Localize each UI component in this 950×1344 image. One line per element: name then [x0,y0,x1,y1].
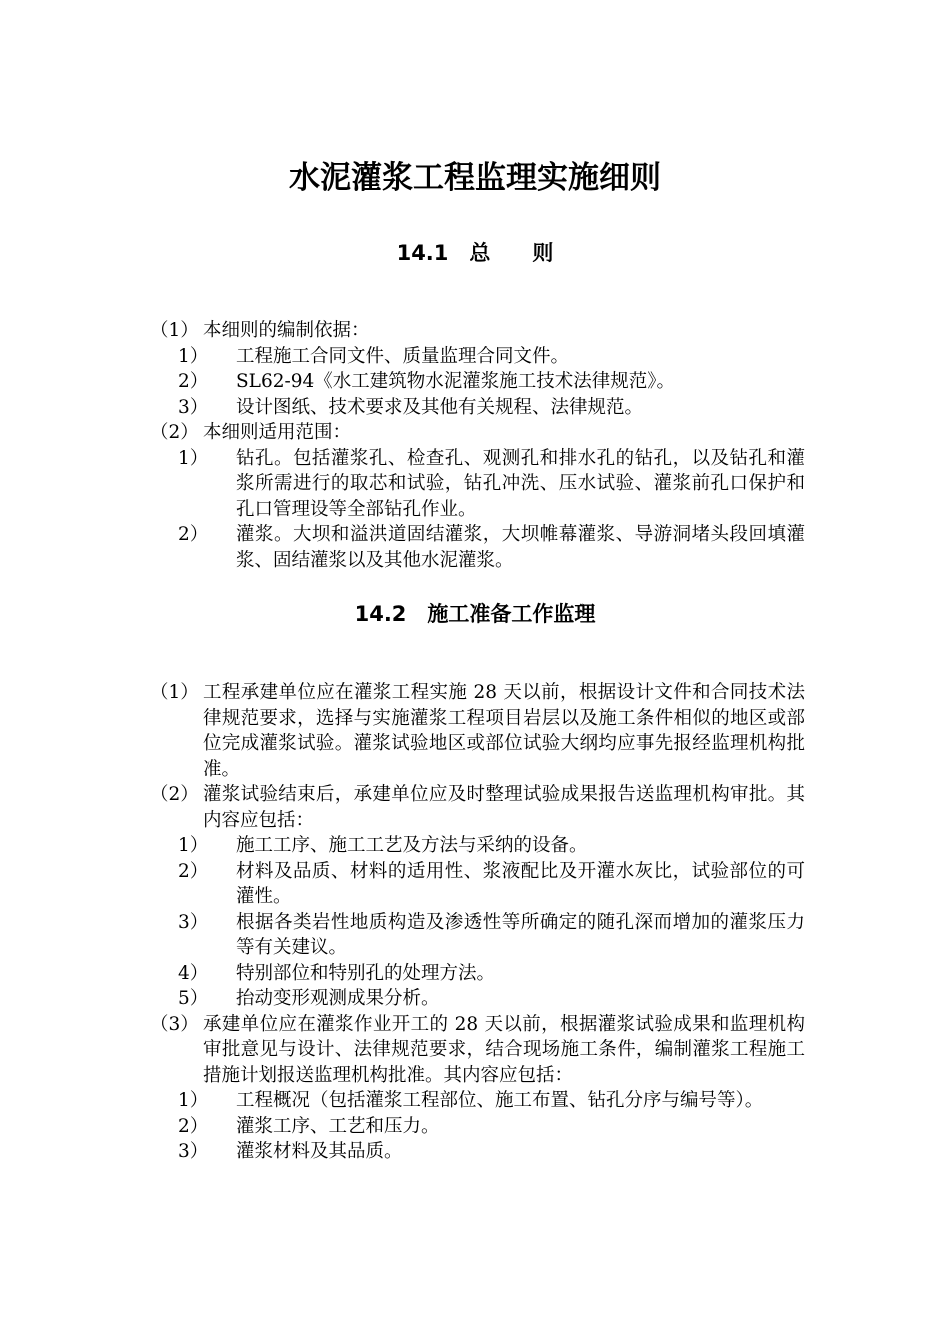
list-item [150,961,805,987]
item-text: 根据各类岩性地质构造及渗透性等所确定的随孔深而增加的灌浆压力等有关建议。 [236,911,805,958]
item-text: 灌浆材料及其品质。 [236,1141,403,1162]
list-item [150,1139,805,1165]
list-item [150,859,805,910]
list-item [150,522,805,573]
list-item [150,420,805,446]
item-number: （2） [150,422,199,443]
list-item [150,1114,805,1140]
item-text: 灌浆试验结束后，承建单位应及时整理试验成果报告送监理机构审批。其内容应包括： [203,784,805,831]
item-number: 4） [178,962,209,984]
list-item [150,446,805,523]
item-text: 灌浆工序、工艺和压力。 [236,1115,440,1137]
item-text: 本细则的编制依据： [203,320,370,341]
section-heading-14-2: 14.2 施工准备工作监理 [354,602,596,626]
item-number: （1） [150,320,199,341]
item-text: 本细则适用范围： [203,422,352,443]
item-number: 3） [178,396,209,418]
list-item [150,910,805,961]
item-number: 2） [178,371,209,392]
item-number: 1） [178,345,209,367]
list-item [150,782,805,833]
item-text: 施工工序、施工工艺及方法与采纳的设备。 [236,835,588,856]
list-item [150,369,805,395]
item-number: 3） [178,1141,209,1162]
list-item [150,1012,805,1089]
item-number: （3） [150,1013,199,1035]
item-number: （2） [150,784,199,805]
list-item [150,395,805,421]
item-number: 2） [178,1115,209,1137]
list-item [150,344,805,370]
item-number: 1） [178,835,209,856]
item-text: 抬动变形观测成果分析。 [236,988,440,1009]
item-text: 设计图纸、技术要求及其他有关规程、法律规范。 [236,396,644,418]
document-title: 水泥灌浆工程监理实施细则 [289,160,661,196]
list-item [150,318,805,344]
section-body-14-1 [150,318,805,573]
item-number: 5） [178,988,209,1009]
list-item [150,1088,805,1114]
item-text: 灌浆。大坝和溢洪道固结灌浆，大坝帷幕灌浆、导游洞堵头段回填灌浆、固结灌浆以及其他水泥灌浆。 [236,524,805,571]
list-item [150,833,805,859]
list-item [150,986,805,1012]
item-text: 钻孔。包括灌浆孔、检查孔、观测孔和排水孔的钻孔，以及钻孔和灌浆所需进行的取芯和试验，钻孔冲洗、压水试验、灌浆前孔口保护和孔口管理设等全部钻孔作业。 [236,447,805,520]
item-number: （1） [150,682,199,703]
item-text: 特别部位和特别孔的处理方法。 [236,962,496,984]
item-number: 1） [178,447,209,469]
section-body-14-2 [150,680,805,1165]
item-number: 3） [178,911,209,933]
item-text: 承建单位应在灌浆作业开工的 28 天以前，根据灌浆试验成果和监理机构审批意见与设计、法律规范要求，结合现场施工条件，编制灌浆工程施工措施计划报送监理机构批准。其内容应包括： [203,1013,805,1086]
section-heading-14-1: 14.1 总 则 [396,241,554,265]
item-text: 工程承建单位应在灌浆工程实施 28 天以前，根据设计文件和合同技术法律规范要求，选择与实施灌浆工程项目岩层以及施工条件相似的地区或部位完成灌浆试验。灌浆试验地区或部位试验大纲均应事先报经监理机构批准。 [203,682,805,780]
item-number: 1） [178,1090,209,1111]
list-item [150,680,805,782]
item-number: 2） [178,524,209,545]
item-text: SL62-94《水工建筑物水泥灌浆施工技术法律规范》。 [236,371,676,392]
item-text: 工程施工合同文件、质量监理合同文件。 [236,345,570,367]
item-text: 材料及品质、材料的适用性、浆液配比及开灌水灰比，试验部位的可灌性。 [236,860,805,907]
item-number: 2） [178,860,209,882]
item-text: 工程概况（包括灌浆工程部位、施工布置、钻孔分序与编号等）。 [236,1090,764,1111]
